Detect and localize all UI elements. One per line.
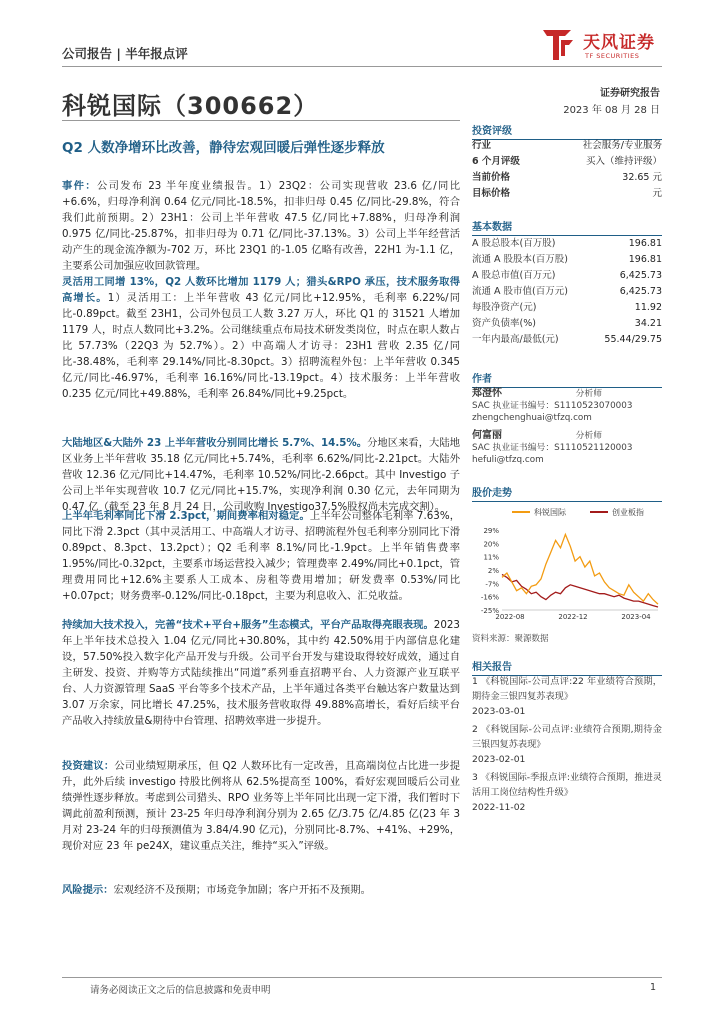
rating-row [472,170,662,186]
paragraph-lead: 大陆地区&大陆外 23 上半年营收分别同比增长 5.7%、14.5%。 [62,437,368,449]
report-headline: Q2 人数净增环比改善，静待宏观回暖后弹性逐步释放 [62,140,385,156]
basic-row [472,316,662,332]
legend-label: 创业板指 [612,508,644,517]
brand-logo [535,20,665,68]
paragraph-text: 公司业绩短期承压，但 Q2 人数环比有一定改善，且高端岗位占比进一步提升，此外后续 investigo 持股比例将从 62.5%提高至 100%，看好宏观回暖后公司业绩弹性逐步释放。考虑到公司猎头、RPO 业务等上半年同比出现一定下滑，我们暂时下调此前盈利预测，预计 23-25 年归母净利润分别为 2.65 亿/3.75 亿/4.85 亿(23 年 3 月对 23-24 年的归母预测值为 3.84/4.90 亿元)，分别同比-8.7%、+41%、+29%，现价对应 23 年 pe24X，建议重点关注，维持“买入”评级。 [62,760,461,852]
paragraph-margin [62,508,460,604]
author-name: 郑澄怀 [472,388,502,399]
related-report-title[interactable]: 2 《科锐国际-公司点评:业绩符合预期,期待金三银四复苏表现》 [472,724,662,750]
basic-row [472,236,662,252]
basic-key: A 股总股本(百万股) [472,238,556,249]
related-report-date: 2023-03-01 [472,706,526,717]
report-category: 公司报告 | 半年报点评 [62,46,188,61]
rating-key: 当前价格 [472,172,511,183]
rating-value: 32.65 元 [622,172,662,183]
paragraph-text: 分地区来看，大陆地区业务上半年营收 35.18 亿元/同比+5.74%，毛利率 6.62%/同比-2.21pct。大陆外营收 12.36 亿元/同比+14.47%，毛利率 10.52%/同比-2.66pct。其中 Investigo 子公司上半年实现营收 10.7 亿元/同比+15.7%，实现净利润 0.30 亿元，去年同期为 0.47 亿（截至 23 年 8 月 24 日，公司收购 Investigo37.5%股权尚未完成交割）。 [62,437,461,513]
related-heading: 相关报告 [472,658,662,676]
basic-row [472,268,662,284]
author-card [472,388,662,424]
author-card [472,430,662,466]
stock-price-chart [472,502,662,632]
series-line-index [502,574,658,607]
basic-value: 6,425.73 [619,286,662,297]
basic-key: 流通 A 股股本(百万股) [472,254,568,265]
x-tick-label: 2022-12 [558,613,588,621]
paragraph-regions [62,435,460,515]
paragraph-flexible-staffing [62,274,460,402]
basic-key: 每股净资产(元) [472,302,537,313]
author-role: 分析师 [575,389,602,399]
x-tick-label: 2022-08 [495,613,525,621]
rating-value: 社会服务/专业服务 [582,140,662,151]
paragraph-lead: 投资建议： [62,760,115,772]
paragraph-lead: 持续加大技术投入，完善“技术+平台+服务”生态模式，平台产品取得亮眼表现。 [62,619,434,631]
brand-name-cn: 天风证券 [583,33,655,53]
basic-value: 196.81 [628,238,662,249]
related-report-date: 2023-02-01 [472,754,526,765]
y-tick-label: -25% [480,607,499,615]
footer-divider [62,977,662,978]
basic-row [472,284,662,300]
basic-row [472,332,662,348]
rating-value: 元 [652,188,662,199]
rating-table [472,138,662,202]
related-report [472,674,662,719]
basic-key: A 股总市值(百万元) [472,270,556,281]
footer-disclaimer: 请务必阅读正文之后的信息披露和免责申明 [90,985,271,996]
basic-row [472,300,662,316]
y-tick-label: 29% [483,527,499,535]
y-tick-label: -7% [485,580,499,589]
paragraph-risk [62,882,460,898]
authors-heading: 作者 [472,370,662,388]
rating-value: 买入（维持评级） [585,156,662,167]
basic-row [472,252,662,268]
author-role: 分析师 [575,431,602,441]
chart-source: 资料来源：聚源数据 [472,634,549,644]
basic-value: 55.44/29.75 [604,334,662,345]
related-report-date: 2022-11-02 [472,802,526,813]
chart-heading: 股价走势 [472,484,662,502]
paragraph-event [62,178,460,274]
y-tick-label: 11% [483,553,499,562]
y-tick-label: 2% [487,567,499,575]
company-title: 科锐国际（300662） [62,92,319,120]
title-divider [62,120,460,121]
rating-row [472,186,662,202]
paragraph-lead: 上半年毛利率同比下滑 2.3pct，期间费率相对稳定。 [62,510,310,522]
paragraph-text: 公司发布 23 半年度业绩报告。1）23Q2：公司实现营收 23.6 亿/同比+6.6%，归母净利润 0.64 亿元/同比-18.5%，扣非归母 0.45 亿/同比-29.8%，符合我们此前预期。2）23H1：公司上半年营收 47.5 亿/同比+7.88%，归母净利润 0.975 亿/同比-25.87%，扣非归母为 0.71 亿/同比-37.13%。3）公司上半年经营活动产生的现金流净额为-702 万，环比 23Q1 的-1.05 亿略有改善，22H1 为-1.1 亿，主要系公司加强应收回款管理。 [62,180,461,272]
y-tick-label: -16% [480,593,499,602]
related-report-title[interactable]: 1 《科锐国际-公司点评:22 年业绩符合预期，期待金三银四复苏表现》 [472,676,662,702]
basic-value: 6,425.73 [619,270,662,281]
basic-data-table [472,236,662,348]
author-email[interactable]: hefuli@tfzq.com [472,455,544,465]
page-number: 1 [650,982,657,993]
basic-key: 一年内最高/最低(元) [472,334,559,345]
paragraph-lead: 事件： [62,180,97,192]
paragraph-technology [62,617,460,729]
paragraph-text: 宏观经济不及预期；市场竞争加剧；客户开拓不及预期。 [113,884,371,896]
paragraph-text: 1）灵活用工：上半年营收 43 亿元/同比+12.95%，毛利率 6.22%/同比-0.89pct。截至 23H1，公司外包员工人数 3.27 万人，环比 Q1 的 31521 人增加 1179 人，时点人数同比+3.2%。公司继续重点布局技术研发类岗位，时点在职人数占比 57.73%（22Q3 为 52.7%）。2）中高端人才访寻：23H1 营收 2.35 亿/同比-38.48%，毛利率 29.14%/同比-8.30pct。3）招聘流程外包：上半年营收 0.345 亿元/同比-46.97%，毛利率 16.16%/同比-13.19pct。4）技术服务：上半年营收 0.235 亿元/同比+49.88%，毛利率 26.84%/同比+9.25pct。 [62,292,460,400]
rating-key: 行业 [472,140,492,151]
basic-value: 34.21 [634,318,662,329]
header-divider [62,66,662,67]
y-tick-label: 20% [483,540,499,549]
paragraph-lead: 灵活用工同增 13%，Q2 人数环比增加 1179 人；猎头&RPO 承压，技术服务取得高增长。 [62,276,460,304]
rating-row [472,154,662,170]
paragraph-investment [62,758,460,854]
related-report-title[interactable]: 3 《科锐国际-季报点评:业绩符合预期，推进灵活用工岗位结构性升级》 [472,772,662,798]
author-name: 何富丽 [472,430,502,441]
basic-key: 流通 A 股市值(百万元) [472,286,568,297]
brand-name-en: TF SECURITIES [585,52,640,60]
basic-value: 196.81 [628,254,662,265]
rating-row [472,138,662,154]
series-line-company [502,534,658,604]
basic-data-heading: 基本数据 [472,218,662,236]
related-report [472,770,662,815]
legend-label: 科锐国际 [534,508,566,517]
report-type: 证券研究报告 [600,88,660,99]
tf-logo-icon [535,22,579,66]
basic-key: 资产负债率(%) [472,318,536,329]
basic-value: 11.92 [634,302,662,313]
related-report [472,722,662,767]
rating-heading: 投资评级 [472,122,662,140]
rating-key: 6 个月评级 [472,156,520,167]
paragraph-text: 2023 年上半年技术总投入 1.04 亿元/同比+30.80%，其中约 42.50%用于内部信息化建设，57.50%投入数字化产品开发与升级。公司平台开发与建设取得较好成效，通过自主研发、投资、并购等方式陆续推出“同道”系列垂直招聘平台、人力资源产业互联平台、人力资源管理 SaaS 平台等多个技术产品，上半年通过各类平台触达客户数量达到 3.07 万余家，同比增长 47.25%，技术服务营收取得 49.88%高增长，看好后续平台产品收入持续放量&期待中台管理、招聘效率进一步提升。 [62,619,460,727]
report-date: 2023 年 08 月 28 日 [563,105,660,116]
paragraph-lead: 风险提示： [62,884,114,896]
rating-key: 目标价格 [472,188,511,199]
author-sac: SAC 执业证书编号：S1110521120003 [472,443,633,453]
x-tick-label: 2023-04 [621,613,651,621]
paragraph-text: 上半年公司整体毛利率 7.63%，同比下滑 2.3pct（其中灵活用工、中高端人才访寻、招聘流程外包毛利率分别同比下滑 0.89pct、8.3pct、13.2pct）；Q2 毛利率 8.1%/同比-1.9pct。上半年销售费率 1.95%/同比-0.32pct，主要系市场运营投入减少；管理费率 2.49%/同比+0.1pct，管理费用同比+12.6%主要系人工成本、房租等费用增加；研发费率 0.53%/同比+0.07pct；财务费率-0.12%/同比-0.18pct，主要为利息收入、汇兑收益。 [62,510,460,602]
author-sac: SAC 执业证书编号：S1110523070003 [472,401,633,411]
author-email[interactable]: zhengchenghuai@tfzq.com [472,413,592,423]
